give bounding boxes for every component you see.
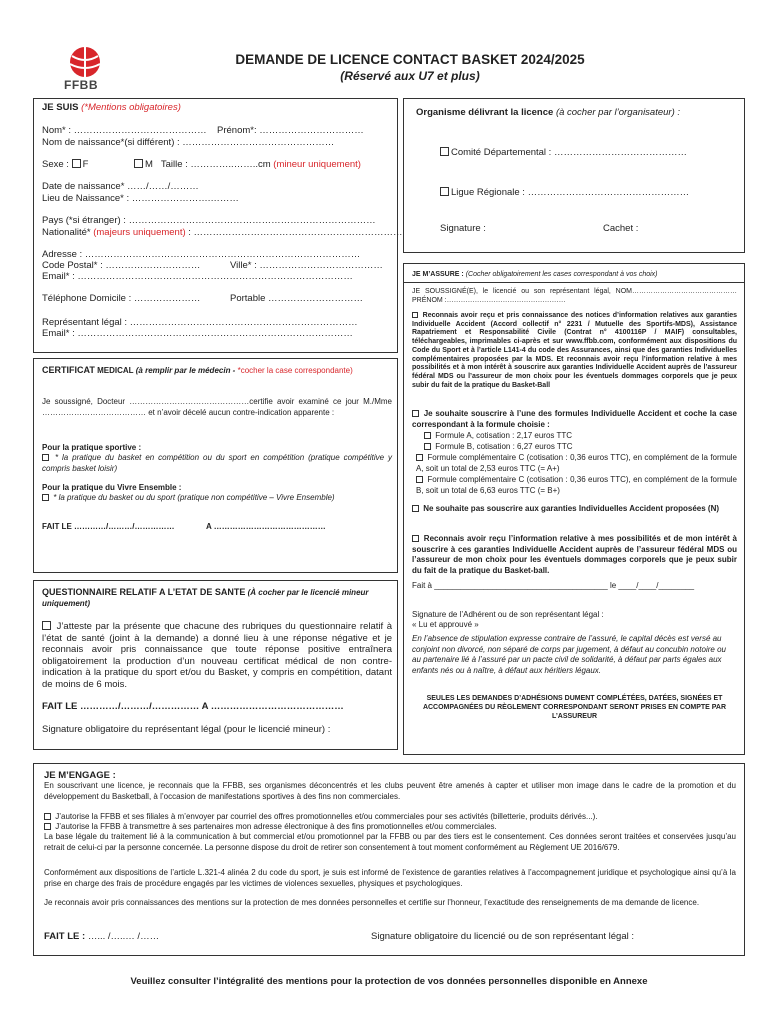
- vivre-title: Pour la pratique du Vivre Ensemble :: [42, 483, 182, 492]
- tel-domicile-field[interactable]: Téléphone Domicile : …………………: [42, 293, 201, 304]
- organisme-note: (à cocher par l’organisateur) :: [555, 107, 681, 118]
- assure-soussigne: JE SOUSSIGNÉ(E), le licencié ou son représentant légal, NOM……………………………………… PRÉNOM :……………………………………………: [412, 288, 737, 304]
- formule-c-a-checkbox[interactable]: [416, 454, 423, 461]
- assure-heading: JE M’ASSURE :: [412, 271, 464, 278]
- engage-section: [33, 763, 745, 956]
- page-subtitle: (Réservé aux U7 et plus): [340, 69, 480, 83]
- portable-field[interactable]: Portable …………………………: [230, 293, 364, 304]
- logo-text: FFBB: [64, 78, 98, 92]
- je-suis-section: [33, 98, 403, 353]
- engage-c1-text: J’autorise la FFBB et ses filiales à m’envoyer par courriel des offres promotionnelles et/ou commerciales pour ses activités (billetterie, produits dérivés...).: [55, 812, 598, 821]
- questionnaire-section: [33, 580, 398, 750]
- engage-heading: JE M’ENGAGE :: [44, 770, 116, 781]
- prenom-field[interactable]: Prénom*: ……………………………: [217, 125, 364, 136]
- questionnaire-text: J’atteste par la présente que chacune des rubriques du questionnaire relatif à l’état de santé (joint à la demande) a donné lieu à une réponse négative et je reconnais avoir pris connaissance que toute réponse positive entraînera obligatoirement la production d’un nouveau certificat médical de non contre-indication à la pratique du sport et/ou du Basket, y compris en compétition, datant de moins de 6 mois.: [42, 621, 392, 690]
- representant-field[interactable]: Représentant légal : ………………………………………………………………: [42, 317, 358, 328]
- engage-c2-text: J’autorise la FFBB à transmettre à ses partenaires mon adresse électronique à des fins promotionnelles et/ou commerciales.: [55, 822, 497, 831]
- sportive-text: * la pratique du basket en compétition ou du sport en compétition (pratique compétitive y compris basket loisir): [42, 453, 392, 473]
- vivre-text: * la pratique du basket ou du sport (pratique non compétitive – Vivre Ensemble): [53, 493, 335, 502]
- ligue-label: Ligue Régionale : ……………………………………………: [451, 187, 690, 198]
- sexe-m-checkbox[interactable]: [134, 159, 143, 168]
- engage-p1: En souscrivant une licence, je reconnais que la FFBB, ses organismes déconcentrés et les clubs peuvent être amenés à capter et utiliser mon image dans le cadre de la promotion et du développement du Basketball, à l’occasion de manifestations sportives à des fins non commerciales.: [44, 781, 736, 801]
- questionnaire-fait-le[interactable]: FAIT LE …………/………/…………… A ……………………………………: [42, 701, 344, 712]
- certificat-note: (à remplir par le médecin -: [135, 366, 236, 375]
- absence-text: En l’absence de stipulation expresse contraire de l’assuré, le capital décès est versé au conjoint non divorcé, non séparé de corps par jugement, à défaut au concubin notoire ou au partenaire lié à l’assuré par un pacte civil de solidarité, à défaut par parts égales aux enfants nés ou à naître, à défaut aux héritiers légaux.: [412, 634, 726, 675]
- engage-fait-le-label: FAIT LE :: [44, 931, 86, 942]
- reconnais-info-text: Reconnais avoir reçu l’information relative à mes possibilités et de mon intérêt à souscrire à ces garanties Individuelle Accident auprès de l’assureur fédéral MDS ou l’assureur de mon choix pour les éventuels dommages corporels que je peux subir du fait de la pratique du Basket-ball.: [412, 534, 737, 575]
- formule-c-b-checkbox[interactable]: [416, 476, 423, 483]
- assure-souscrire-text: Je souhaite souscrire à l’une des formules Individuelle Accident et coche la case correspondant à la formule choisie :: [412, 409, 737, 429]
- sexe-m-label: M: [145, 159, 153, 170]
- organisme-section: [403, 98, 745, 253]
- formule-a-checkbox[interactable]: [424, 432, 431, 439]
- footer-note: Veuillez consulter l’intégralité des mentions pour la protection de vos données personnelles disponible en Annexe: [130, 976, 648, 987]
- certificat-heading-2: MEDICAL: [97, 366, 134, 375]
- formule-a-label: Formule A, cotisation : 2,17 euros TTC: [435, 431, 573, 440]
- engage-fait-le-field[interactable]: …... /…..… /……: [87, 931, 160, 942]
- page-title: DEMANDE DE LICENCE CONTACT BASKET 2024/2025: [235, 52, 585, 67]
- questionnaire-signature: Signature obligatoire du représentant légal (pour le licencié mineur) :: [42, 724, 331, 735]
- engage-c1-checkbox[interactable]: [44, 813, 51, 820]
- adresse-field[interactable]: Adresse : ……………………………………………………………………………: [42, 249, 361, 260]
- assure-footer: SEULES LES DEMANDES D’ADHÉSIONS DUMENT COMPLÉTÉES, DATÉES, SIGNÉES ET ACCOMPAGNÉES DU RÈGLEMENT CORRESPONDANT SERONT PRISES EN COMPTE PAR L’ASSUREUR: [422, 695, 727, 720]
- ffbb-logo: [60, 44, 110, 94]
- questionnaire-heading: QUESTIONNAIRE RELATIF A L’ETAT DE SANTE: [42, 587, 246, 597]
- lu-approuve: « Lu et approuvé »: [412, 620, 479, 629]
- email-field[interactable]: Email* : ……………………………………………………………………………: [42, 271, 353, 282]
- questionnaire-note: (À cocher par le licencié mineur uniquement): [42, 588, 369, 608]
- formule-b-label: Formule B, cotisation : 6,27 euros TTC: [435, 442, 573, 451]
- assure-section: [403, 263, 745, 755]
- code-postal-field[interactable]: Code Postal* : …………………………: [42, 260, 201, 271]
- questionnaire-checkbox[interactable]: [42, 621, 51, 630]
- ligue-checkbox[interactable]: [440, 187, 449, 196]
- taille-field[interactable]: Taille : …………..……..cm: [160, 159, 271, 170]
- nationalite-note: (majeurs uniquement): [93, 227, 186, 238]
- pays-field[interactable]: Pays (*si étranger) : ……………………………………………………………………: [42, 215, 376, 226]
- formule-b-checkbox[interactable]: [424, 443, 431, 450]
- comite-label: Comité Départemental : ……………………………………: [451, 147, 687, 158]
- ville-field[interactable]: Ville* : …………………………………: [230, 260, 383, 271]
- nom-field[interactable]: Nom* : ……………………………………: [42, 125, 207, 136]
- engage-p3: Conformément aux dispositions de l’article L.321-4 alinéa 2 du code du sport, je suis est informé de l’existence de garanties relatives à l’accompagnement juridique et psychologique ainsi qu’à la prise en charge des frais de procédure engagés par les victimes de violences sexuelles, physiques et psychologiques.: [44, 868, 736, 888]
- organisme-cachet: Cachet :: [603, 223, 639, 234]
- assure-signature: Signature de l’Adhérent ou de son représentant légal :: [412, 610, 604, 619]
- representant-email-field[interactable]: Email* : ……………………………………………………………………………: [42, 328, 353, 339]
- assure-reconnais-text: Reconnais avoir reçu et pris connaissance des notices d’information relatives aux garanties Individuelle Accident (Accord collectif n° 2231 / Mutuelle des Sportifs-MDS), Assistance Rapatriement et Responsabilité Civile (Contrat n° 4100116P / MAIF) consultables, téléchargeables, imprimables ci-après et sur www.ffbb.com, conformément aux dispositions du Code du Sport et à l’article L141-4 du code des Assurances, ainsi que des garanties Individuelles complémentaires proposées par la MDS. Et reconnais avoir reçu l’information relative à mes possibilités et à mon intérêt à souscrire aux garanties Individuelle Accident auprès de l’assureur fédéral MDS ou l’assureur de mon choix pour les éventuels dommages corporels que je peux subir du fait de la pratique du Basket-Ball: [412, 312, 737, 389]
- vivre-checkbox[interactable]: [42, 494, 49, 501]
- certificat-text: Je soussigné, Docteur ………………………………………certifie avoir examiné ce jour M./Mme ………………………………… et n’avoir décelé aucun contre-indication apparente :: [42, 397, 392, 417]
- certificat-fait-le[interactable]: FAIT LE …………/………/……………: [42, 522, 175, 531]
- certificat-note-2: *cocher la case correspondante): [237, 366, 353, 375]
- sexe-f-label: F: [82, 159, 89, 170]
- certificat-heading: CERTIFICAT: [42, 365, 95, 375]
- nom-naissance-field[interactable]: Nom de naissance*(si différent) : …………………………………………: [42, 137, 335, 148]
- nationalite-field[interactable]: : …………………………………………………………: [188, 227, 403, 238]
- sexe-f-checkbox[interactable]: [72, 159, 81, 168]
- nationalite-label: Nationalité*: [42, 227, 91, 238]
- engage-p4: Je reconnais avoir pris connaissances des mentions sur la protection de mes données personnelles et certifie sur l’honneur, l’exactitude des renseignements de ma demande de licence.: [44, 898, 700, 907]
- reconnais-info-checkbox[interactable]: [412, 535, 419, 542]
- sexe-label: Sexe :: [42, 159, 69, 170]
- engage-c2-checkbox[interactable]: [44, 823, 51, 830]
- certificat-section: [33, 358, 398, 573]
- sportive-checkbox[interactable]: [42, 454, 49, 461]
- je-suis-heading: JE SUIS: [42, 102, 79, 113]
- comite-checkbox[interactable]: [440, 147, 449, 156]
- certificat-a[interactable]: A ……………………………………: [206, 522, 326, 531]
- formule-c-b-label: Formule complémentaire C (cotisation : 0,36 euros TTC), en complément de la formule B, soit un total de 6,63 euros TTC (= B+): [416, 475, 737, 495]
- date-naissance-field[interactable]: Date de naissance* ……/……/………: [42, 181, 199, 192]
- ne-souhaite-pas-text: Ne souhaite pas souscrire aux garanties Individuelles Accident proposées (N): [423, 504, 720, 513]
- taille-note: (mineur uniquement): [273, 159, 361, 170]
- organisme-heading: Organisme délivrant la licence: [416, 107, 554, 118]
- lieu-naissance-field[interactable]: Lieu de Naissance* : …………………….………: [42, 193, 239, 204]
- organisme-signature: Signature :: [440, 223, 486, 234]
- fait-a-field[interactable]: Fait à _______________________________________ le ____/____/________: [412, 581, 695, 590]
- assure-souscrire-checkbox[interactable]: [412, 410, 419, 417]
- assure-reconnais-checkbox[interactable]: [412, 312, 418, 318]
- engage-signature: Signature obligatoire du licencié ou de son représentant légal :: [371, 931, 635, 942]
- formule-c-a-label: Formule complémentaire C (cotisation : 0,36 euros TTC), en complément de la formule A, soit un total de 2,53 euros TTC (= A+): [416, 453, 737, 473]
- assure-note: (Cocher obligatoirement les cases correspondant à vos choix): [465, 271, 658, 278]
- engage-p2: La base légale du traitement lié à la communication à but commercial et/ou promotionnel par la FFBB ou par des tiers est le consentement. Ces données seront traitées et conservées jusqu’au retrait de celui-ci par la personne concernée. La personne dispose du droit de retirer son consentement à tout moment conformément au Règlement UE 2016/679.: [44, 832, 736, 852]
- sportive-title: Pour la pratique sportive :: [42, 443, 142, 452]
- ne-souhaite-pas-checkbox[interactable]: [412, 505, 419, 512]
- required-note: (*Mentions obligatoires): [81, 102, 181, 113]
